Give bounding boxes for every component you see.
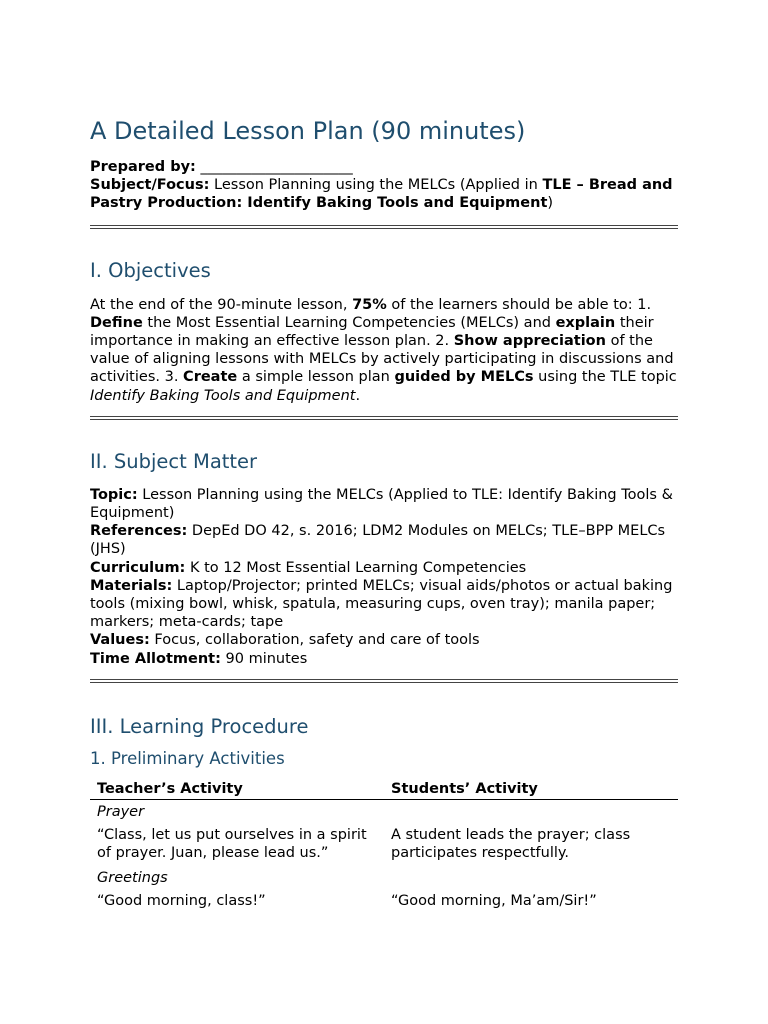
curriculum-value: K to 12 Most Essential Learning Competencies bbox=[189, 559, 527, 576]
prayer-label: Prayer bbox=[97, 804, 145, 821]
table-header-row bbox=[90, 778, 678, 800]
subject-focus-text: Lesson Planning using the MELCs (Applied in bbox=[214, 177, 538, 194]
values-label: Values: bbox=[90, 632, 150, 649]
prayer-teacher-cell: “Class, let us put ourselves in a spirit of prayer. Juan, please lead us.” bbox=[97, 827, 367, 862]
obj-text: At the end of the 90-minute lesson, bbox=[90, 296, 348, 313]
obj-bold: guided by MELCs bbox=[394, 369, 534, 386]
subject-matter-list bbox=[90, 486, 680, 668]
references-value: DepEd DO 42, s. 2016; LDM2 Modules on MELCs; TLE–BPP MELCs (JHS) bbox=[90, 523, 666, 558]
obj-text: . bbox=[355, 387, 361, 404]
section-divider bbox=[90, 679, 678, 683]
obj-text: of the learners should be able to: 1. bbox=[391, 296, 652, 313]
prepared-by-label: Prepared by: bbox=[90, 159, 196, 175]
subject-matter-heading: II. Subject Matter bbox=[90, 449, 258, 473]
table-row bbox=[90, 824, 678, 865]
table-row bbox=[90, 890, 678, 913]
time-allotment-label: Time Allotment: bbox=[90, 650, 221, 667]
lesson-meta bbox=[90, 158, 680, 213]
greetings-teacher-cell: “Good morning, class!” bbox=[97, 892, 266, 909]
table-row bbox=[90, 800, 678, 825]
obj-bold: explain bbox=[555, 314, 616, 331]
obj-text: their importance in making an effective lesson plan. 2. bbox=[90, 314, 654, 350]
curriculum-line bbox=[90, 559, 680, 577]
greetings-students-cell: “Good morning, Ma’am/Sir!” bbox=[391, 892, 597, 909]
preliminary-activities-heading: 1. Preliminary Activities bbox=[90, 748, 285, 768]
time-allotment-value: 90 minutes bbox=[225, 650, 308, 667]
objectives-heading: I. Objectives bbox=[90, 258, 211, 282]
subject-focus-close: ) bbox=[547, 195, 554, 212]
topic-value: Lesson Planning using the MELCs (Applied to TLE: Identify Baking Tools & Equipment) bbox=[90, 486, 673, 522]
values-value: Focus, collaboration, safety and care of tools bbox=[154, 632, 480, 649]
materials-label: Materials: bbox=[90, 577, 173, 594]
obj-text: using the TLE topic bbox=[538, 369, 677, 386]
obj-italic: Identify Baking Tools and Equipment bbox=[90, 387, 356, 404]
obj-bold: Create bbox=[183, 369, 238, 386]
learning-procedure-heading: III. Learning Procedure bbox=[90, 714, 309, 738]
subject-focus-line bbox=[90, 176, 680, 212]
table-row bbox=[90, 866, 678, 890]
references-line bbox=[90, 522, 680, 558]
learning-procedure-section bbox=[90, 714, 680, 913]
obj-text: a simple lesson plan bbox=[241, 369, 390, 386]
document-title: A Detailed Lesson Plan (90 minutes) bbox=[90, 117, 526, 145]
obj-bold: Define bbox=[90, 314, 143, 331]
prepared-by-blank: _____________________ bbox=[200, 159, 353, 175]
topic-line bbox=[90, 486, 680, 522]
time-allotment-line bbox=[90, 650, 680, 668]
prayer-students-cell: A student leads the prayer; class participates respectfully. bbox=[391, 827, 631, 862]
prepared-by-line bbox=[90, 158, 680, 176]
references-label: References: bbox=[90, 523, 188, 540]
obj-bold: 75% bbox=[352, 296, 387, 313]
materials-value: Laptop/Projector; printed MELCs; visual aids/photos or actual baking tools (mixing bowl, whisk, spatula, measuring cups, oven tray); manila paper; markers; meta-cards; tape bbox=[90, 577, 673, 631]
objectives-paragraph bbox=[90, 296, 680, 405]
students-activity-header: Students’ Activity bbox=[384, 778, 678, 800]
teacher-activity-header: Teacher’s Activity bbox=[90, 778, 384, 800]
section-divider bbox=[90, 416, 678, 420]
subject-focus-label: Subject/Focus: bbox=[90, 177, 210, 194]
activities-table bbox=[90, 778, 678, 913]
section-divider bbox=[90, 225, 678, 229]
subject-matter-section bbox=[90, 449, 680, 668]
materials-line bbox=[90, 577, 680, 632]
greetings-label: Greetings bbox=[97, 869, 168, 886]
obj-text: the Most Essential Learning Competencies (MELCs) and bbox=[147, 314, 551, 331]
values-line bbox=[90, 631, 680, 649]
subject-focus-topic: TLE – Bread and Pastry Production: Identify Baking Tools and Equipment bbox=[90, 177, 673, 212]
document-content bbox=[90, 114, 680, 913]
objectives-section bbox=[90, 258, 680, 405]
topic-label: Topic: bbox=[90, 486, 138, 503]
curriculum-label: Curriculum: bbox=[90, 559, 186, 576]
obj-text: of the value of aligning lessons with MELCs by actively participating in discussions and activities. 3. bbox=[90, 333, 674, 386]
obj-bold: Show appreciation bbox=[453, 333, 606, 350]
